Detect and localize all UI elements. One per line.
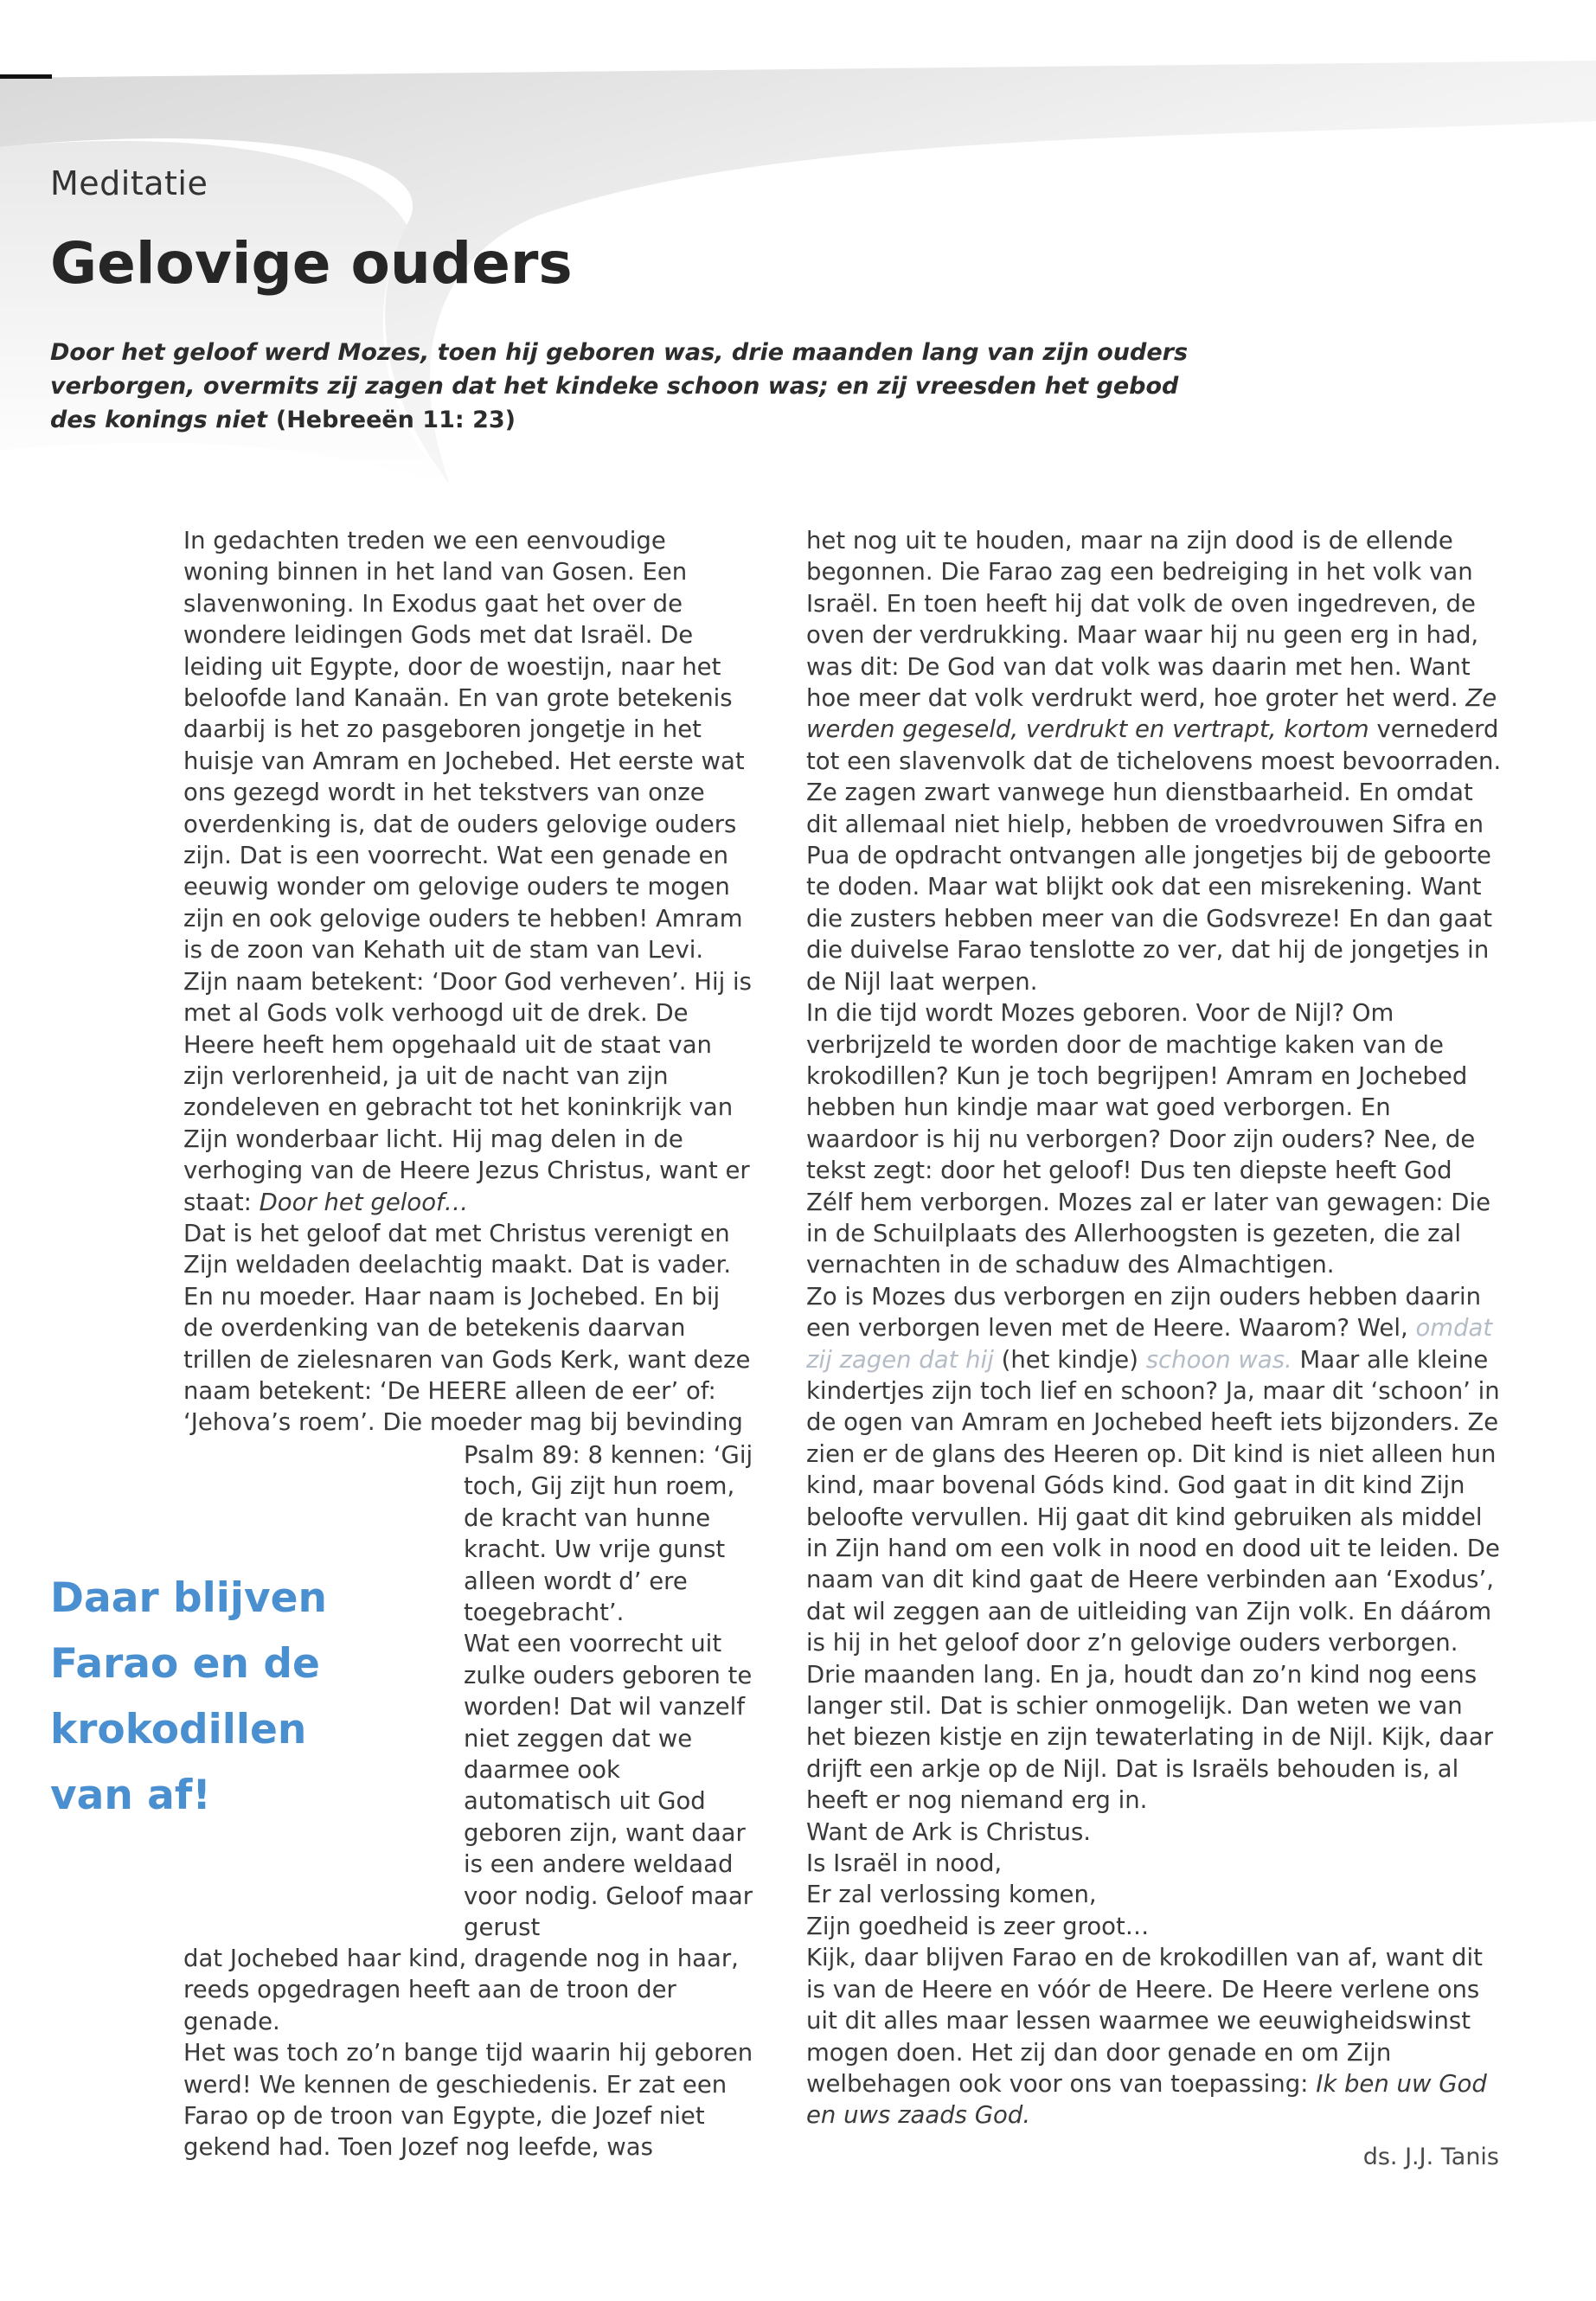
paragraph-text: vernederd tot een slavenvolk dat de tichelovens moest bevoorraden. Ze zagen zwart vanwege hun dienstbaarheid. En omdat dit allemaal niet hielp, hebben de vroedvrouwen Sifra en Pua de opdracht ontvangen alle jongetjes bij de geboorte te doden. Maar wat blijkt ook dat een misrekening. Want die zusters hebben meer van die Godsvreze! En dan gaat die duivelse Farao tenslotte zo ver, dat hij de jongetjes in de Nijl laat werpen. [806, 715, 1502, 996]
verse-reference: (Hebreeën 11: 23) [275, 407, 516, 433]
author-signature: ds. J.J. Tanis [1362, 2144, 1499, 2170]
left-column-bottom [183, 1943, 754, 2163]
bible-verse [50, 336, 1192, 437]
paragraph: Wat een voorrecht uit zulke ouders geboren te worden! Dat wil vanzelf niet zeggen dat we daarmee ook automatisch uit God geboren zijn, want daar is een andere weldaad voor nodig. Geloof maar gerust [464, 1630, 753, 1942]
paragraph: Dat is het geloof dat met Christus verenigt en Zijn weldaden deelachtig maakt. Dat is vader. En nu moeder. Haar naam is Jochebed. En bij de overdenking van de betekenis daarvan trillen de zielesnaren van Gods Kerk, want deze naam betekent: ‘De HEERE alleen de eer’ of: ‘Jehova’s roem’. Die moeder mag bij bevinding [183, 1219, 751, 1437]
right-column [806, 525, 1505, 2131]
paragraph-text: het nog uit te houden, maar na zijn dood is de ellende begonnen. Die Farao zag een bedreiging in het volk van Israël. En toen heeft hij dat volk de oven ingedreven, de oven der verdrukking. Maar waar hij nu geen erg in had, was dit: De God van dat volk was daarin met hen. Want hoe meer dat volk verdrukt werd, hoe groter het werd. [806, 527, 1479, 713]
paragraph-text: In gedachten treden we een eenvoudige woning binnen in het land van Gosen. Een slavenwoning. In Exodus gaat het over de wondere leidingen Gods met dat Israël. De leiding uit Egypte, door de woestijn, naar het beloofde land Kanaän. En van grote betekenis daarbij is het zo pasgeboren jongetje in het huisje van Amram en Jochebed. Het eerste wat ons gezegd wordt in het tekstvers van onze overdenking is, dat de ouders gelovige ouders zijn. Dat is een voorrecht. Wat een genade en eeuwig wonder om gelovige ouders te mogen zijn en ook gelovige ouders te hebben! Amram is de zoon van Kehath uit de stam van Levi. Zijn naam betekent: ‘Door God verheven’. Hij is met al Gods volk verhoogd uit de drek. De Heere heeft hem opgehaald uit de staat van zijn verlorenheid, ja uit de nacht van zijn zondeleven en gebracht tot het koninkrijk van Zijn wonderbaar licht. Hij mag delen in de verhoging van de Heere Jezus Christus, want er staat: [183, 527, 752, 1216]
paragraph [806, 525, 1505, 997]
section-label: Meditatie [50, 164, 208, 202]
paragraph-text: Kijk, daar blijven Farao en de krokodillen van af, want dit is van de Heere en vóór de Heere. De Heere verlene ons uit dit alles maar lessen waarmee we eeuwigheidswinst mogen doen. Het zij dan door genade en om Zijn welbehagen ook voor ons van toepassing: [806, 1944, 1483, 2098]
page-edge-line [0, 74, 52, 79]
pull-quote-line: van af! [50, 1772, 211, 1819]
faded-text: schoon was. [1145, 1345, 1292, 1374]
paragraph-text: Maar alle kleine kindertjes zijn toch lief en schoon? Ja, maar dit ‘schoon’ in de ogen van Amram en Jochebed heeft iets bijzonders. Ze zien er de glans des Heeren op. Dit kind is niet alleen hun kind, maar bovenal Góds kind. God gaat in dit kind Zijn beloofte vervullen. Hij gaat dit kind gebruiken als middel in Zijn hand om een volk in nood en dood uit te leiden. De naam van dit kind gaat de Heere verbinden aan ‘Exodus’, dat wil zeggen aan de uitleiding van Zijn volk. En dáárom is hij in het geloof door z’n gelovige ouders verborgen. Drie maanden lang. En ja, houdt dan zo’n kind nog eens langer stil. Dat is schier onmogelijk. Dan weten we van het biezen kistje en zijn tewaterlating in de Nijl. Kijk, daar drijft een arkje op de Nijl. Dat is Israëls behouden is, al heeft er nog niemand erg in. [806, 1345, 1500, 1815]
pull-quote-line: krokodillen [50, 1706, 307, 1753]
verse-text: Door het geloof werd Mozes, toen hij geboren was, drie maanden lang van zijn ouders verborgen, overmits zij zagen dat het kindeke schoon was; en zij vreesden het gebod des konings niet [50, 339, 1189, 433]
paragraph [806, 1281, 1505, 1817]
paragraph: dat Jochebed haar kind, dragende nog in haar, reeds opgedragen heeft aan de troon der genade. [183, 1945, 739, 2035]
pull-quote-line: Daar blijven [50, 1574, 327, 1622]
poem-line: Want de Ark is Christus. [806, 1817, 1092, 1846]
paragraph-italic-text: Door het geloof… [259, 1188, 469, 1216]
paragraph: In die tijd wordt Mozes geboren. Voor de Nijl? Om verbrijzeld te worden door de machtige kaken van de krokodillen? Kun je toch begrijpen! Amram en Jochebed hebben hun kindje maar wat goed verborgen. En waardoor is hij nu verborgen? Door zijn ouders? Nee, de tekst zegt: door het geloof! Dus ten diepste heeft God Zélf hem verborgen. Mozes zal er later van gewagen: Die in de Schuilplaats des Allerhoogsten is gezeten, die zal vernachten in de schaduw des Almachtigen. [806, 999, 1491, 1279]
paragraph [183, 525, 754, 1218]
faded-text: omdat zij zagen dat hij [806, 1314, 1493, 1374]
paragraph-italic-text: Ik ben uw God en uws zaads God. [806, 2069, 1487, 2130]
poem-line: Is Israël in nood, [806, 1849, 1003, 1878]
pull-quote-line: Farao en de [50, 1640, 320, 1688]
paragraph-italic-text: Ze werden gegeseld, verdrukt en vertrapt, kortom [806, 684, 1497, 744]
paragraph: Psalm 89: 8 kennen: ‘Gij toch, Gij zijt hun roem, de kracht van hunne kracht. Uw vrije gunst alleen wordt d’ ere toegebracht’. [464, 1441, 753, 1627]
pull-quote [50, 1566, 336, 1829]
paragraph [806, 1942, 1505, 2131]
left-column-top [183, 525, 754, 1439]
paragraph-text: (het kindje) [1001, 1345, 1138, 1374]
poem-line: Er zal verlossing komen, [806, 1881, 1097, 1909]
left-column-narrow [464, 1439, 754, 1944]
paragraph-text: Zo is Mozes dus verborgen en zijn ouders hebben daarin een verborgen leven met de Heere. Waarom? Wel, [806, 1282, 1482, 1343]
paragraph: Het was toch zo’n bange tijd waarin hij geboren werd! We kennen de geschiedenis. Er zat een Farao op de troon van Egypte, die Jozef niet gekend had. Toen Jozef nog leefde, was [183, 2039, 753, 2162]
poem-line: Zijn goedheid is zeer groot… [806, 1912, 1150, 1940]
article-title: Gelovige ouders [50, 230, 573, 297]
